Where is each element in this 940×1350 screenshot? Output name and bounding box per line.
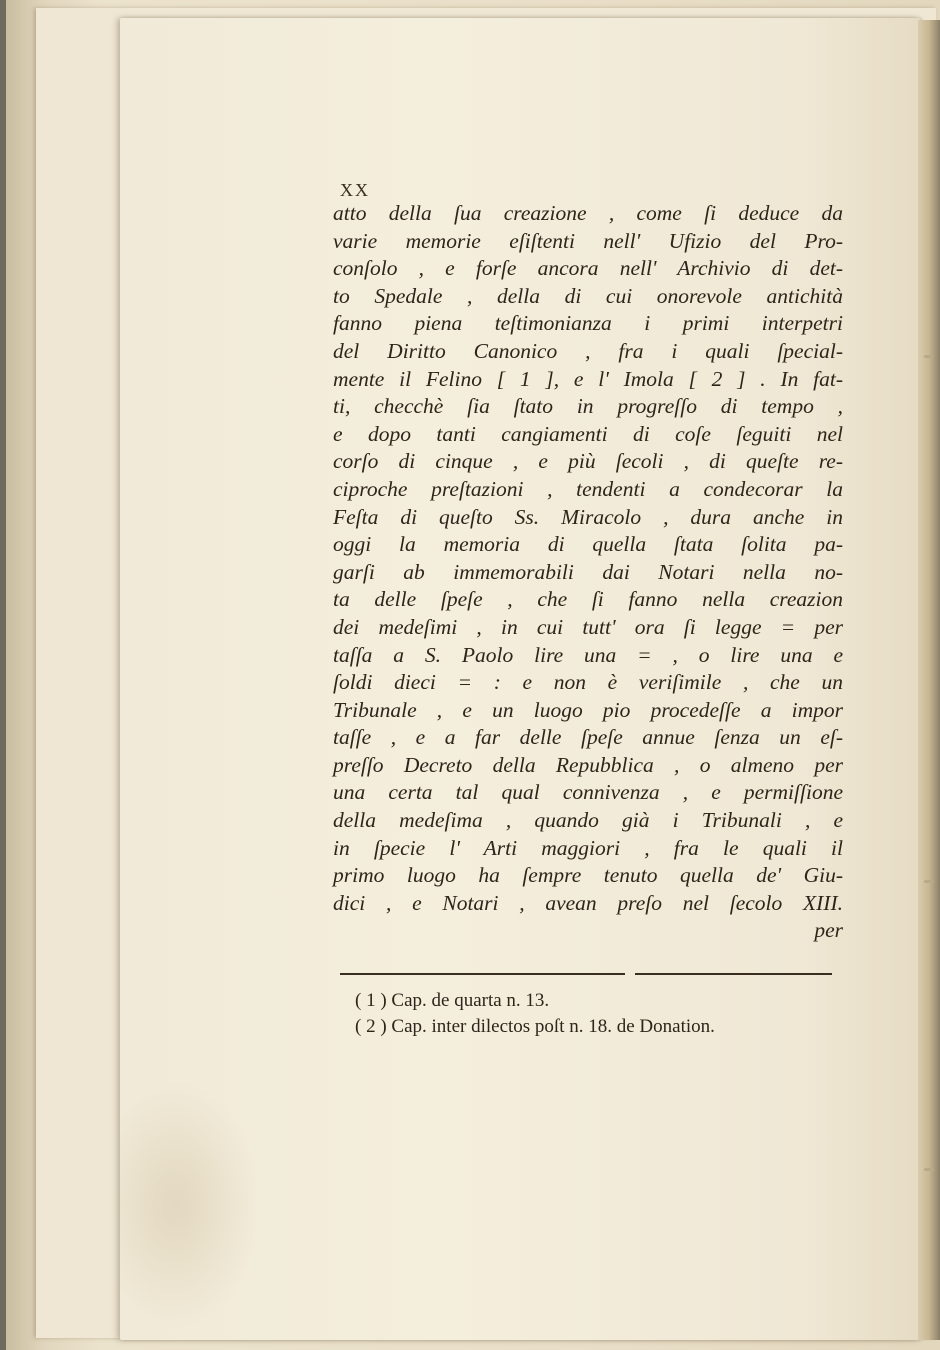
text-line: ciproche preſtazioni , tendenti a condecorar la — [333, 476, 843, 501]
text-line: e dopo tanti cangiamenti di coſe ſeguiti nel — [333, 421, 843, 446]
text-line: primo luogo ha ſempre tenuto quella de' Giu- — [333, 863, 843, 888]
text-line: fanno piena teſtimonianza i primi interpetri — [333, 311, 843, 336]
text-line: varie memorie eſiſtenti nell' Ufizio del Pro- — [333, 228, 843, 253]
footnote-rule-right — [635, 973, 832, 975]
text-line: taſſa a S. Paolo lire una = , o lire una e — [333, 642, 843, 667]
binding-stitch — [924, 1168, 934, 1171]
text-line: Feſta di queſto Ss. Miracolo , dura anche in — [333, 504, 843, 529]
page-number: XX — [340, 180, 370, 200]
body-text — [333, 200, 843, 945]
text-line: dici , e Notari , avean preſo nel ſecolo XIII. — [333, 890, 843, 915]
binding-stitch — [924, 355, 934, 358]
text-line: in ſpecie l' Arti maggiori , fra le quali il — [333, 835, 843, 860]
footnote-1: ( 1 ) Cap. de quarta n. 13. — [355, 990, 550, 1011]
paper-stain — [120, 1080, 260, 1330]
footnote-rule-left — [340, 973, 625, 975]
text-line: oggi la memoria di quella ſtata ſolita pa- — [333, 532, 843, 557]
footnote-2: ( 2 ) Cap. inter dilectos poſt n. 18. de Donation. — [355, 1016, 715, 1037]
text-line: ta delle ſpeſe , che ſi fanno nella creazion — [333, 587, 843, 612]
text-line: garſi ab immemorabili dai Notari nella no- — [333, 559, 843, 584]
text-line: una certa tal qual connivenza , e permiſſione — [333, 780, 843, 805]
text-line: preſſo Decreto della Repubblica , o almeno per — [333, 752, 843, 777]
text-line: conſolo , e forſe ancora nell' Archivio di det- — [333, 256, 843, 281]
footnotes — [355, 988, 855, 1040]
text-line: ſoldi dieci = : e non è veriſimile , che un — [333, 670, 843, 695]
text-line: to Spedale , della di cui onorevole antichità — [333, 283, 843, 308]
text-line: ti, checchè ſia ſtato in progreſſo di tempo , — [333, 394, 843, 419]
binding-stitch — [924, 880, 934, 883]
text-line: del Diritto Canonico , fra i quali ſpecial- — [333, 338, 843, 363]
text-line: dei medeſimi , in cui tutt' ora ſi legge = per — [333, 614, 843, 639]
text-line: atto della ſua creazione , come ſi deduce da — [333, 201, 843, 225]
page-edge-right — [918, 20, 940, 1340]
text-line: della medeſima , quando già i Tribunali , e — [333, 808, 843, 833]
text-line: taſſe , e a far delle ſpeſe annue ſenza un eſ- — [333, 725, 843, 750]
text-line: Tribunale , e un luogo pio procedeſſe a impor — [333, 697, 843, 722]
text-line: mente il Felino [ 1 ], e l' Imola [ 2 ] . In fat- — [333, 366, 843, 391]
text-line: corſo di cinque , e più ſecoli , di queſte re- — [333, 449, 843, 474]
catchword: per — [814, 918, 843, 943]
